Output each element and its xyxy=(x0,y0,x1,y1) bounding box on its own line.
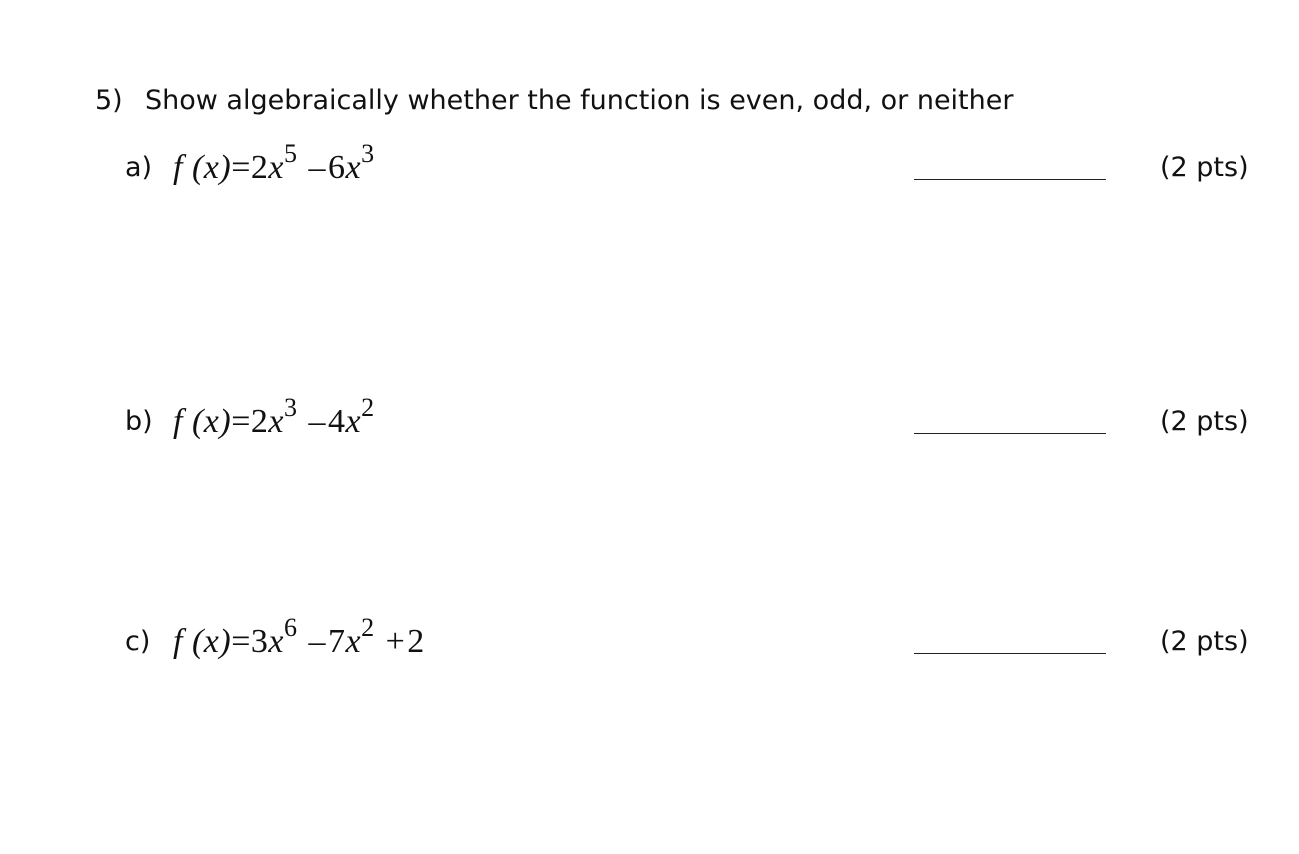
formula-equals: = xyxy=(231,149,251,186)
formula-equals: = xyxy=(231,403,251,440)
formula-term: +2 xyxy=(385,623,425,660)
function-formula xyxy=(173,392,375,442)
formula-lhs: f (x) xyxy=(173,149,232,186)
answer-blank[interactable] xyxy=(914,179,1106,180)
function-formula xyxy=(173,612,425,662)
points-label: (2 pts) xyxy=(1160,152,1249,183)
part-label: c) xyxy=(125,626,151,657)
question-number: 5) xyxy=(95,85,123,116)
points-label: (2 pts) xyxy=(1160,626,1249,657)
formula-term: $-6x^3$ xyxy=(308,138,375,186)
formula-term: $2x^5$ xyxy=(250,138,298,186)
question-header xyxy=(95,84,1013,118)
part-label: b) xyxy=(125,406,153,437)
formula-term: $3x^6$ xyxy=(250,612,298,660)
function-formula xyxy=(173,138,375,188)
part-label: a) xyxy=(125,152,153,183)
formula-term: $-7x^2$ xyxy=(308,612,375,660)
part-b xyxy=(0,392,1299,462)
question-prompt: Show algebraically whether the function is even, odd, or neither xyxy=(145,85,1014,116)
answer-blank[interactable] xyxy=(914,433,1106,434)
answer-blank[interactable] xyxy=(914,653,1106,654)
formula-equals: = xyxy=(231,623,251,660)
formula-term: $2x^3$ xyxy=(250,392,298,440)
points-label: (2 pts) xyxy=(1160,406,1249,437)
formula-lhs: f (x) xyxy=(173,403,232,440)
part-c xyxy=(0,612,1299,682)
formula-term: $-4x^2$ xyxy=(308,392,375,440)
formula-lhs: f (x) xyxy=(173,623,232,660)
part-a xyxy=(0,138,1299,208)
